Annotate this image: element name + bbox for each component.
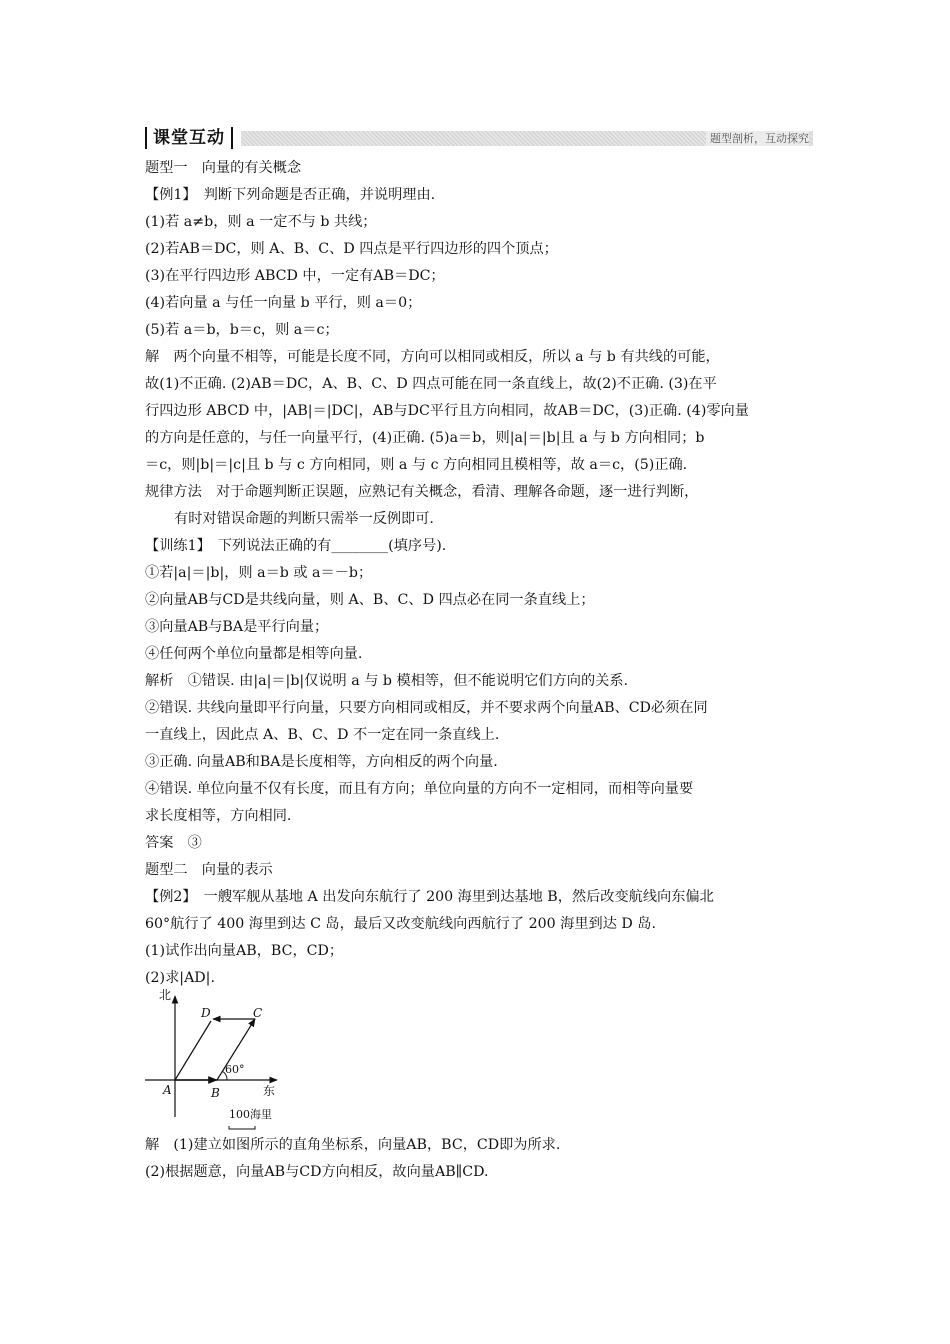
solution-line: 解 两个向量不相等，可能是长度不同，方向可以相同或相反，所以 a 与 b 有共线的可能， (145, 349, 720, 365)
example-2-q1: (1)试作出向量AB，BC，CD； (145, 943, 344, 959)
solution-2-part-1: 解 (1)建立如图所示的直角坐标系，向量AB，BC，CD即为所求. (145, 1137, 561, 1153)
point-c-label: C (253, 1006, 263, 1020)
proposition-2: (2)若AB＝DC，则 A、B、C、D 四点是平行四边形的四个顶点； (145, 241, 558, 257)
section-subtitle: 题型剖析，互动探究 (706, 131, 809, 146)
scale-bar (229, 1126, 255, 1129)
section-header (145, 127, 813, 149)
method-note-cont: 有时对错误命题的判断只需举一反例即可. (174, 511, 434, 527)
proposition-5: (5)若 a＝b，b＝c，则 a＝c； (145, 322, 339, 338)
analysis-line: 求长度相等，方向相同. (145, 808, 292, 824)
segment-ad (175, 1021, 211, 1080)
analysis-line: ④错误. 单位向量不仅有长度，而且有方向；单位向量的方向不一定相同，而相等向量要 (145, 781, 694, 797)
point-a-label: A (163, 1083, 172, 1097)
example-2-q2: (2)求|AD|. (145, 970, 215, 986)
analysis-line: ③正确. 向量AB和BA是长度相等，方向相反的两个向量. (145, 754, 498, 770)
example-1-intro: 【例1】 判断下列命题是否正确，并说明理由. (145, 187, 436, 203)
point-d-label: D (201, 1006, 211, 1020)
heading-type-2: 题型二 向量的表示 (145, 862, 273, 878)
example-2-cont: 60°航行了 400 海里到达 C 岛，最后又改变航线向西航行了 200 海里到达 D 岛. (145, 916, 657, 932)
training-item-2: ②向量AB与CD是共线向量，则 A、B、C、D 四点必在同一条直线上； (145, 592, 595, 608)
proposition-4: (4)若向量 a 与任一向量 b 平行，则 a＝0； (145, 295, 422, 311)
solution-line: 行四边形 ABCD 中，|AB|＝|DC|，AB与DC平行且方向相同，故AB＝DC，(3)正确. (4)零向量 (145, 403, 749, 419)
heading-type-1: 题型一 向量的有关概念 (145, 160, 302, 176)
method-note: 规律方法 对于命题判断正误题，应熟记有关概念，看清、理解各命题，逐一进行判断， (145, 484, 699, 500)
analysis-line: 解析 ①错误. 由|a|＝|b|仅说明 a 与 b 模相等，但不能说明它们方向的关系. (145, 673, 629, 689)
training-1-intro: 【训练1】 下列说法正确的有________(填序号). (145, 538, 447, 554)
vector-diagram (145, 988, 813, 1132)
solution-line: ＝c，则|b|＝|c|且 b 与 c 方向相同，则 a 与 c 方向相同且模相等，故 a＝c，(5)正确. (145, 457, 688, 473)
scale-label: 100海里 (229, 1108, 272, 1121)
training-item-3: ③向量AB与BA是平行向量； (145, 619, 329, 635)
solution-2-part-2: (2)根据题意，向量AB与CD方向相反，故向量AB∥CD. (145, 1164, 489, 1180)
proposition-1: (1)若 a≠b，则 a 一定不与 b 共线； (145, 214, 377, 230)
point-b-label: B (211, 1086, 220, 1100)
answer-line: 答案 ③ (145, 835, 202, 851)
analysis-line: 一直线上，因此点 A、B、C、D 不一定在同一条直线上. (145, 727, 500, 743)
north-label: 北 (159, 988, 172, 1002)
training-item-4: ④任何两个单位向量都是相等向量. (145, 646, 363, 662)
document-body (145, 155, 813, 1186)
solution-line: 故(1)不正确. (2)AB＝DC，A、B、C、D 四点可能在同一条直线上，故(2)不正确. (3)在平 (145, 376, 717, 392)
training-item-1: ①若|a|＝|b|，则 a＝b 或 a＝－b； (145, 565, 373, 581)
solution-line: 的方向是任意的，与任一向量平行，(4)正确. (5)a＝b，则|a|＝|b|且 a 与 b 方向相同；b (145, 430, 705, 446)
section-title: 课堂互动 (145, 127, 233, 149)
example-2-intro: 【例2】 一艘军舰从基地 A 出发向东航行了 200 海里到达基地 B，然后改变航线向东偏北 (145, 889, 714, 905)
proposition-3: (3)在平行四边形 ABCD 中，一定有AB＝DC； (145, 268, 445, 284)
angle-label: 60° (225, 1063, 245, 1076)
east-label: 东 (263, 1084, 276, 1098)
analysis-line: ②错误. 共线向量即平行向量，只要方向相同或相反，并不要求两个向量AB、CD必须在同 (145, 700, 708, 716)
